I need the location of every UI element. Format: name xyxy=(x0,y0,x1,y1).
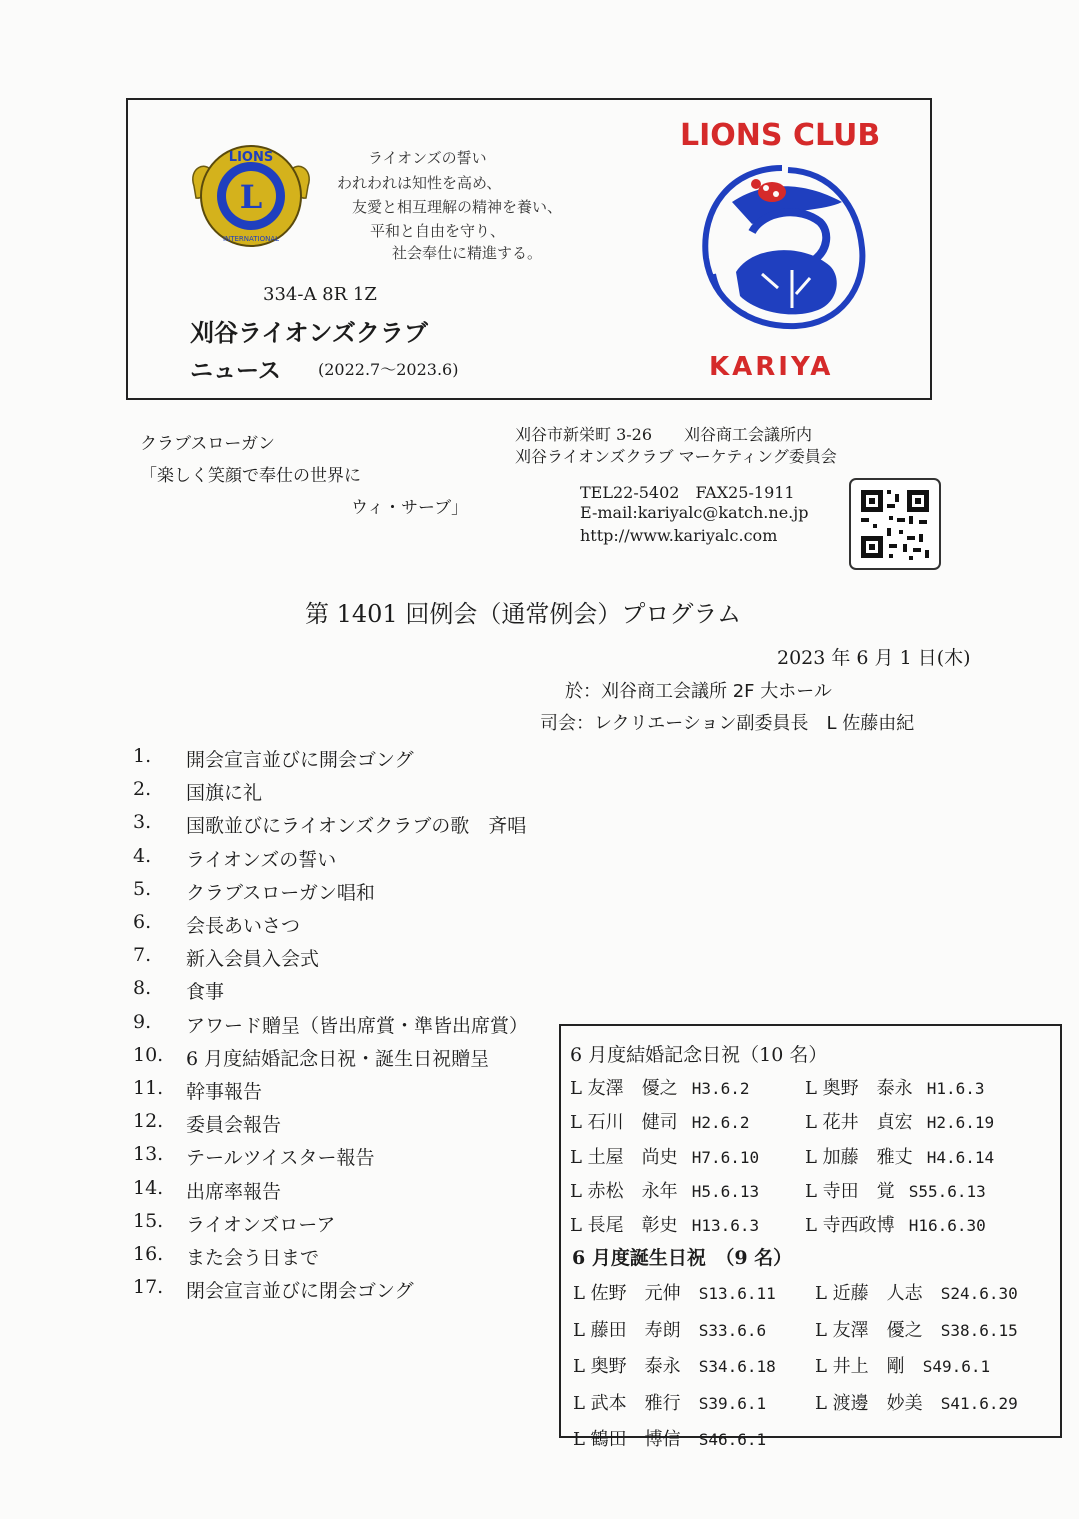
person-date: S38.6.15 xyxy=(940,1321,1018,1340)
person-date: S55.6.13 xyxy=(908,1182,986,1201)
person-name: L 加藤 雅丈 xyxy=(805,1147,913,1168)
lions-international-emblem xyxy=(186,138,316,258)
person-name: L 佐野 元伸 xyxy=(573,1283,681,1304)
person-name: L 花井 貞宏 xyxy=(805,1112,913,1133)
person-date: H1.6.3 xyxy=(926,1079,985,1098)
person-name: L 友澤 優之 xyxy=(815,1320,923,1341)
contact-email: E-mail:kariyalc@katch.ne.jp xyxy=(580,503,809,522)
person-name: L 藤田 寿朗 xyxy=(573,1320,681,1341)
meeting-title: 第 1401 回例会（通常例会）プログラム xyxy=(305,600,742,628)
program-item-text: 6 月度結婚記念日祝・誕生日祝贈呈 xyxy=(186,1048,490,1070)
person-date: H16.6.30 xyxy=(908,1216,986,1235)
person-date: H13.6.3 xyxy=(691,1216,760,1235)
person-date: H3.6.2 xyxy=(691,1079,750,1098)
person-date: S39.6.1 xyxy=(698,1394,767,1413)
person-name: L 渡邊 妙美 xyxy=(815,1393,923,1414)
person-name: L 奥野 泰永 xyxy=(805,1078,913,1099)
emblem-bottom-text: INTERNATIONAL xyxy=(222,235,280,243)
person-name: L 土屋 尚史 xyxy=(570,1147,678,1168)
program-item-text: 食事 xyxy=(186,981,225,1003)
person-date: H5.6.13 xyxy=(691,1182,760,1201)
emblem-center-letter: L xyxy=(239,178,263,216)
program-item-number: 1. xyxy=(133,745,152,767)
meeting-venue: 於：刈谷商工会議所 2F 大ホール xyxy=(565,681,832,702)
program-item-text: ライオンズローア xyxy=(186,1214,336,1236)
oath-line: 平和と自由を守り、 xyxy=(370,222,506,240)
person-name: L 奥野 泰永 xyxy=(573,1356,681,1377)
birthday-person xyxy=(573,1425,766,1451)
program-item-text: アワード贈呈（皆出席賞・準皆出席賞） xyxy=(186,1015,529,1037)
program-item-number: 14. xyxy=(133,1177,164,1199)
birthday-person xyxy=(815,1352,990,1378)
wedding-person xyxy=(570,1143,759,1169)
emblem-top-text: LIONS xyxy=(228,150,274,165)
program-item-number: 8. xyxy=(133,977,152,999)
contact-committee: 刈谷ライオンズクラブ マーケティング委員会 xyxy=(515,447,837,466)
person-date: S13.6.11 xyxy=(698,1284,776,1303)
program-item-number: 9. xyxy=(133,1011,152,1033)
wedding-person xyxy=(805,1108,994,1134)
wedding-person xyxy=(805,1211,986,1237)
oath-line: われわれは知性を高め、 xyxy=(337,174,502,192)
person-name: L 近藤 人志 xyxy=(815,1283,923,1304)
program-item-number: 15. xyxy=(133,1210,164,1232)
program-item-text: 国旗に礼 xyxy=(186,782,263,804)
wedding-person xyxy=(570,1108,749,1134)
program-item-number: 13. xyxy=(133,1143,164,1165)
program-item-number: 16. xyxy=(133,1243,164,1265)
birthday-person xyxy=(573,1279,776,1305)
birthday-person xyxy=(573,1352,776,1378)
program-item-number: 6. xyxy=(133,911,152,933)
news-label: ニュース xyxy=(190,358,281,384)
program-item-number: 10. xyxy=(133,1044,164,1066)
contact-address: 刈谷市新栄町 3-26 刈谷商工会議所内 xyxy=(515,425,813,444)
birthday-person xyxy=(815,1279,1018,1305)
program-item-number: 11. xyxy=(133,1077,164,1099)
program-item-number: 4. xyxy=(133,845,152,867)
birthday-person xyxy=(815,1316,1018,1342)
wedding-person xyxy=(570,1177,759,1203)
birthday-person xyxy=(573,1389,766,1415)
wedding-title: 6 月度結婚記念日祝（10 名） xyxy=(570,1044,828,1066)
club-name: 刈谷ライオンズクラブ xyxy=(190,319,428,347)
person-name: L 井上 剛 xyxy=(815,1356,905,1377)
person-date: H7.6.10 xyxy=(691,1148,760,1167)
program-item-text: 出席率報告 xyxy=(186,1181,282,1203)
person-name: L 赤松 永年 xyxy=(570,1181,678,1202)
person-date: H2.6.2 xyxy=(691,1113,750,1132)
kariya-club-emblem xyxy=(692,162,872,334)
birthday-person xyxy=(573,1316,766,1342)
wedding-person xyxy=(805,1074,984,1100)
program-item-text: 委員会報告 xyxy=(186,1114,282,1136)
person-name: L 石川 健司 xyxy=(570,1112,678,1133)
program-item-text: 国歌並びにライオンズクラブの歌 斉唱 xyxy=(186,815,527,837)
oath-title: ライオンズの誓い xyxy=(368,149,487,167)
program-item-text: クラブスローガン唱和 xyxy=(186,882,375,904)
birthday-title: 6 月度誕生日祝 （9 名） xyxy=(572,1247,793,1269)
contact-tel-fax: TEL22-5402 FAX25-1911 xyxy=(580,483,795,502)
person-date: S34.6.18 xyxy=(698,1357,776,1376)
wedding-person xyxy=(805,1177,986,1203)
person-date: H2.6.19 xyxy=(926,1113,995,1132)
qr-code-icon[interactable] xyxy=(849,478,941,570)
program-item-number: 7. xyxy=(133,944,152,966)
program-item-text: 幹事報告 xyxy=(186,1081,263,1103)
program-item-number: 17. xyxy=(133,1276,164,1298)
meeting-date: 2023 年 6 月 1 日(木) xyxy=(777,647,971,669)
person-name: L 武本 雅行 xyxy=(573,1393,681,1414)
wedding-person xyxy=(570,1211,759,1237)
kariya-label: KARIYA xyxy=(709,352,834,382)
wedding-person xyxy=(570,1074,749,1100)
person-date: H4.6.14 xyxy=(926,1148,995,1167)
person-name: L 鶴田 博信 xyxy=(573,1429,681,1450)
slogan-label: クラブスローガン xyxy=(140,434,275,454)
news-period: (2022.7〜2023.6) xyxy=(318,360,459,379)
district-code: 334-A 8R 1Z xyxy=(263,284,377,305)
slogan-line1: 「楽しく笑顔で奉仕の世界に xyxy=(140,466,361,486)
person-date: S24.6.30 xyxy=(940,1284,1018,1303)
person-date: S49.6.1 xyxy=(922,1357,991,1376)
program-item-text: 会長あいさつ xyxy=(186,915,301,937)
program-item-text: また会う日まで xyxy=(186,1247,320,1269)
program-item-number: 12. xyxy=(133,1110,164,1132)
program-item-text: テールツイスター報告 xyxy=(186,1147,375,1169)
program-item-text: 閉会宣言並びに閉会ゴング xyxy=(186,1280,414,1302)
slogan-line2: ウィ・サーブ」 xyxy=(351,498,469,518)
contact-url[interactable]: http://www.kariyalc.com xyxy=(580,526,778,545)
oath-line: 社会奉仕に精進する。 xyxy=(392,244,543,262)
program-item-text: 開会宣言並びに開会ゴング xyxy=(186,749,414,771)
program-item-number: 5. xyxy=(133,878,152,900)
program-item-number: 2. xyxy=(133,778,152,800)
person-name: L 友澤 優之 xyxy=(570,1078,678,1099)
oath-line: 友愛と相互理解の精神を養い、 xyxy=(352,198,563,216)
birthday-person xyxy=(815,1389,1018,1415)
program-item-text: 新入会員入会式 xyxy=(186,948,320,970)
person-date: S41.6.29 xyxy=(940,1394,1018,1413)
wedding-person xyxy=(805,1143,994,1169)
program-item-text: ライオンズの誓い xyxy=(186,849,337,871)
person-name: L 寺西政博 xyxy=(805,1215,895,1236)
person-date: S33.6.6 xyxy=(698,1321,767,1340)
person-name: L 寺田 覚 xyxy=(805,1181,895,1202)
meeting-mc: 司会：レクリエーション副委員長 L 佐藤由紀 xyxy=(540,713,915,734)
program-item-number: 3. xyxy=(133,811,152,833)
person-date: S46.6.1 xyxy=(698,1430,767,1449)
lions-club-title: LIONS CLUB xyxy=(680,118,881,153)
person-name: L 長尾 彰史 xyxy=(570,1215,678,1236)
